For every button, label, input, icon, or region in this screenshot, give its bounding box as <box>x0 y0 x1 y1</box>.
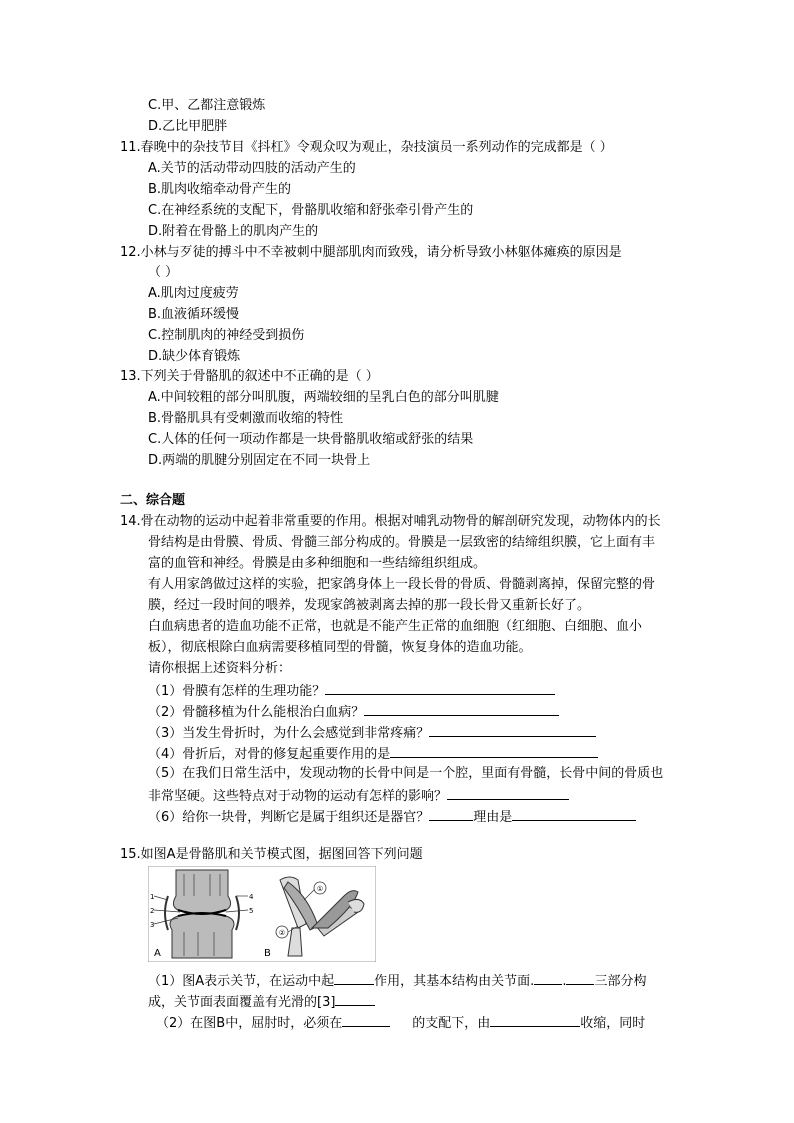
q12-option-c: C.控制肌肉的神经受到损伤 <box>148 328 305 343</box>
q11-option-c: C.在神经系统的支配下，骨骼肌收缩和舒张牵引骨产生的 <box>148 203 474 218</box>
q14-para-line-6: 白血病患者的造血功能不正常，也就是不能产生正常的血细胞（红细胞、白细胞、血小 <box>148 619 643 634</box>
q12-option-b: B.血液循环缓慢 <box>148 307 240 322</box>
q14-sub-4-text: （4）骨折后，对骨的修复起重要作用的是 <box>148 747 391 762</box>
q15-sub-1-blank-3[interactable] <box>566 970 594 985</box>
q14-sub-3 <box>148 722 596 744</box>
q13-option-b: B.骨骼肌具有受刺激而收缩的特性 <box>148 411 344 426</box>
q13-option-d: D.两端的肌腱分别固定在不同一块骨上 <box>148 453 371 468</box>
q13-option-c: C.人体的任何一项动作都是一块骨骼肌收缩或舒张的结果 <box>148 432 474 447</box>
q14-sub-1-text: （1）骨膜有怎样的生理功能？ <box>148 684 326 699</box>
q13-option-a: A.中间较粗的部分叫肌腹，两端较细的呈乳白色的部分叫肌腱 <box>148 390 499 405</box>
q15-sub-1-line-1 <box>148 970 646 992</box>
q12-option-d: D.缺少体育锻炼 <box>148 349 241 364</box>
q10-option-d: D.乙比甲肥胖 <box>148 119 228 134</box>
q14-prompt: 请你根据上述资料分析： <box>148 661 292 676</box>
q14-para-line-7: 板），彻底根除白血病需要移植同型的骨髓，恢复身体的造血功能。 <box>148 640 532 655</box>
q14-sub-5-answer-blank[interactable] <box>447 785 569 800</box>
label-1: 1 <box>150 893 155 901</box>
q15-sub-1-text-b: 作用，其基本结构由关节面. <box>374 974 535 989</box>
q14-sub-2 <box>148 701 559 723</box>
q15-sub-1-blank-4[interactable] <box>335 991 375 1006</box>
q14-para-line-4: 有人用家鸽做过这样的实验，把家鸽身体上一段长骨的骨质、骨髓剥离掉，保留完整的骨 <box>148 577 656 592</box>
q14-para-line-2: 骨结构是由骨膜、骨质、骨髓三部分构成的。骨膜是一层致密的结缔组织膜，它上面有丰 <box>148 535 656 550</box>
q15-sub-1-text-d: 三部分构 <box>594 974 647 989</box>
q15-sub-1-text-e: 成，关节面表面覆盖有光滑的[3] <box>148 995 336 1010</box>
q15-stem: 15.如图A是骨骼肌和关节模式图，据图回答下列问题 <box>120 847 423 862</box>
q10-option-c: C.甲、乙都注意锻炼 <box>148 98 266 113</box>
label-2: 2 <box>150 907 155 915</box>
q15-sub-2-text-b: 的支配下，由 <box>412 1016 491 1031</box>
q14-sub-2-text: （2）骨髓移植为什么能根治白血病？ <box>148 705 365 720</box>
q15-sub-1-line-2 <box>148 991 375 1013</box>
q14-para-line-3: 富的血管和神经。骨膜是由多种细胞和一些结缔组织组成。 <box>148 556 487 571</box>
q14-sub-2-answer-blank[interactable] <box>364 701 559 716</box>
section-heading: 二、综合题 <box>120 493 186 508</box>
q15-sub-1-text-a: （1）图A表示关节，在运动中起 <box>148 974 335 989</box>
joint-and-arm-diagram <box>148 866 376 962</box>
label-circle-1: ① <box>316 885 324 893</box>
q14-para-line-5: 膜，经过一段时间的喂养，发现家鸽被剥离去掉的那一段长骨又重新长好了。 <box>148 598 591 613</box>
q14-sub-4-answer-blank[interactable] <box>390 743 598 758</box>
q14-para-line-1: 14.骨在动物的运动中起着非常重要的作用。根据对哺乳动物骨的解剖研究发现，动物体内的长 <box>120 514 661 529</box>
q14-sub-6-reason-label: 理由是 <box>473 810 513 825</box>
figure-a-label: A <box>154 948 161 959</box>
q14-sub-5-text: 非常坚硬。这些特点对于动物的运动有怎样的影响？ <box>148 789 448 804</box>
label-4: 4 <box>249 893 254 901</box>
q14-sub-1-answer-blank[interactable] <box>325 680 555 695</box>
label-3: 3 <box>150 921 155 929</box>
q14-sub-1 <box>148 680 555 702</box>
q13-stem: 13.下列关于骨骼肌的叙述中不正确的是（ ） <box>120 369 379 384</box>
q11-stem: 11.春晚中的杂技节目《抖杠》令观众叹为观止，杂技演员一系列动作的完成都是（ ） <box>120 140 613 155</box>
q15-sub-2-blank-2[interactable] <box>490 1012 580 1027</box>
q15-sub-2-text-a: （2）在图B中，屈肘时，必须在 <box>156 1016 343 1031</box>
q14-sub-6-blank-1[interactable] <box>429 806 473 821</box>
q14-sub-6-text: （6）给你一块骨，判断它是属于组织还是器官？ <box>148 810 430 825</box>
q11-option-d: D.附着在骨骼上的肌肉产生的 <box>148 224 319 239</box>
q15-sub-2-blank-1[interactable] <box>342 1012 390 1027</box>
q15-sub-1-blank-2[interactable] <box>534 970 562 985</box>
q12-option-a: A.肌肉过度疲劳 <box>148 286 239 301</box>
q15-sub-2-text-c: 收缩，同时 <box>580 1016 646 1031</box>
q14-sub-5-line-1: （5）在我们日常生活中，发现动物的长骨中间是一个腔，里面有骨髓，长骨中间的骨质也 <box>148 766 664 781</box>
q12-stem: 12.小林与歹徒的搏斗中不幸被刺中腿部肌肉而致残，请分析导致小林躯体瘫痪的原因是 <box>120 245 622 260</box>
q14-sub-6 <box>148 806 636 828</box>
q14-sub-4 <box>148 743 598 765</box>
q15-sub-2 <box>156 1012 645 1034</box>
label-circle-2: ② <box>278 929 286 937</box>
q15-sub-1-text-c: . <box>562 974 567 989</box>
q14-sub-3-text: （3）当发生骨折时，为什么会感觉到非常疼痛？ <box>148 726 430 741</box>
q15-sub-1-blank-1[interactable] <box>334 970 374 985</box>
q11-option-b: B.肌肉收缩牵动骨产生的 <box>148 182 292 197</box>
label-5: 5 <box>249 907 254 915</box>
q12-answer-paren: （ ） <box>148 265 179 280</box>
q14-sub-5-line-2 <box>148 785 569 807</box>
q14-sub-3-answer-blank[interactable] <box>429 722 596 737</box>
figure-b-label: B <box>264 948 271 959</box>
q14-sub-6-blank-2[interactable] <box>512 806 636 821</box>
q11-option-a: A.关节的活动带动四肢的活动产生的 <box>148 161 356 176</box>
